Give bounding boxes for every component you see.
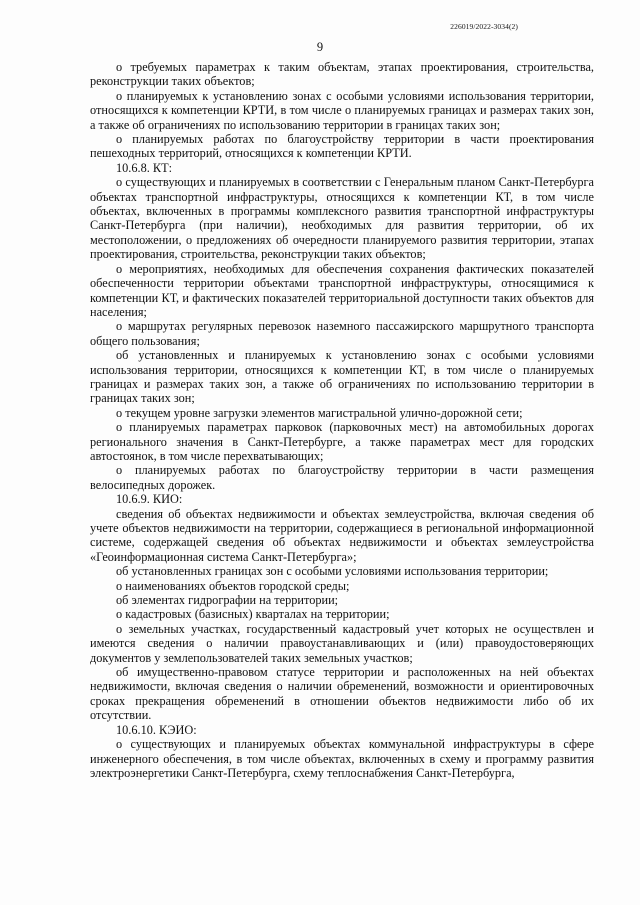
paragraph: о мероприятиях, необходимых для обеспечения сохранения фактических показателей обеспеченности территории объектами транспортной инфраструктуры, относящимися к компетенции КТ, и фактических показателей территориальной доступности таких объектов для населения; (90, 261, 594, 319)
page-number: 9 (316, 40, 324, 54)
paragraph: сведения об объектах недвижимости и объектах землеустройства, включая сведения об учете объектов недвижимости на территории, содержащиеся в региональной информационной системе, содержащей сведения об объектах недвижимости и объектах землеустройства «Геоинформационная система Санкт-Петербурга»; (90, 506, 594, 564)
paragraph: о маршрутах регулярных перевозок наземного пассажирского маршрутного транспорта общего пользования; (90, 319, 594, 348)
section-heading-kt: 10.6.8. КТ: (116, 160, 173, 175)
paragraph: о земельных участках, государственный кадастровый учет которых не осуществлен и имеются сведения о наличии правоустанавливающих и (или) правоудостоверяющих документов у землепользователей таких земельных участков; (90, 621, 594, 665)
paragraph: о существующих и планируемых в соответствии с Генеральным планом Санкт-Петербурга объектах транспортной инфраструктуры, относящихся к компетенции КТ, в том числе объектах, включенных в программы комплексного развития транспортной инфраструктуры Санкт-Петербурга (при наличии), необходимых для развития территории, об их местоположении, о предложениях об очередности планируемого развития территории, этапах проектирования, строительства, реконструкции таких объектов; (90, 175, 594, 262)
paragraph: о планируемых параметрах парковок (парковочных мест) на автомобильных дорогах регионального значения в Санкт-Петербурге, а также параметрах мест для городских автостоянок, в том числе перехватывающих; (90, 420, 594, 463)
paragraph: о планируемых к установлению зонах с особыми условиями использования территории, относящихся к компетенции КРТИ, в том числе о планируемых границах и размерах таких зон, а также об ограничениях по использованию территории в границах таких зон; (90, 88, 594, 132)
section-heading-kio: 10.6.9. КИО: (116, 492, 183, 507)
paragraph: об установленных и планируемых к установлению зонах с особыми условиями использования территории, относящихся к компетенции КТ, в том числе о планируемых границах и размерах таких зон, а также об ограничениях по использованию территории в границах таких зон; (90, 348, 594, 406)
paragraph: о планируемых работах по благоустройству территории в части проектирования пешеходных территорий, относящихся к компетенции КРТИ. (90, 132, 594, 161)
paragraph: о существующих и планируемых объектах коммунальной инфраструктуры в сфере инженерного обеспечения, в том числе объектах, включенных в схему и программу развития электроэнергетики Санкт-Петербурга, схему теплоснабжения Санкт-Петербурга, (90, 737, 594, 780)
section-heading-keio: 10.6.10. КЭИО: (116, 722, 197, 737)
paragraph: о текущем уровне загрузки элементов магистральной улично-дорожной сети; (116, 405, 523, 420)
document-registration-number: 226019/2022-3034(2) (450, 22, 518, 31)
paragraph: о планируемых работах по благоустройству территории в части размещения велосипедных дорожек. (90, 463, 594, 492)
paragraph: об установленных границах зон с особыми условиями использования территории; (116, 564, 549, 579)
paragraph: об имущественно-правовом статусе территории и расположенных на ней объектах недвижимости, включая сведения о наличии обременений, возможности и ориентировочных сроках прекращения обременений в отношении объектов недвижимости либо об их отсутствии. (90, 665, 594, 723)
paragraph: об элементах гидрографии на территории; (116, 593, 339, 608)
paragraph: о наименованиях объектов городской среды; (116, 578, 350, 593)
document-body (90, 60, 594, 780)
paragraph: о кадастровых (базисных) кварталах на территории; (116, 607, 390, 622)
paragraph: о требуемых параметрах к таким объектам, этапах проектирования, строительства, реконструкции таких объектов; (90, 60, 594, 89)
